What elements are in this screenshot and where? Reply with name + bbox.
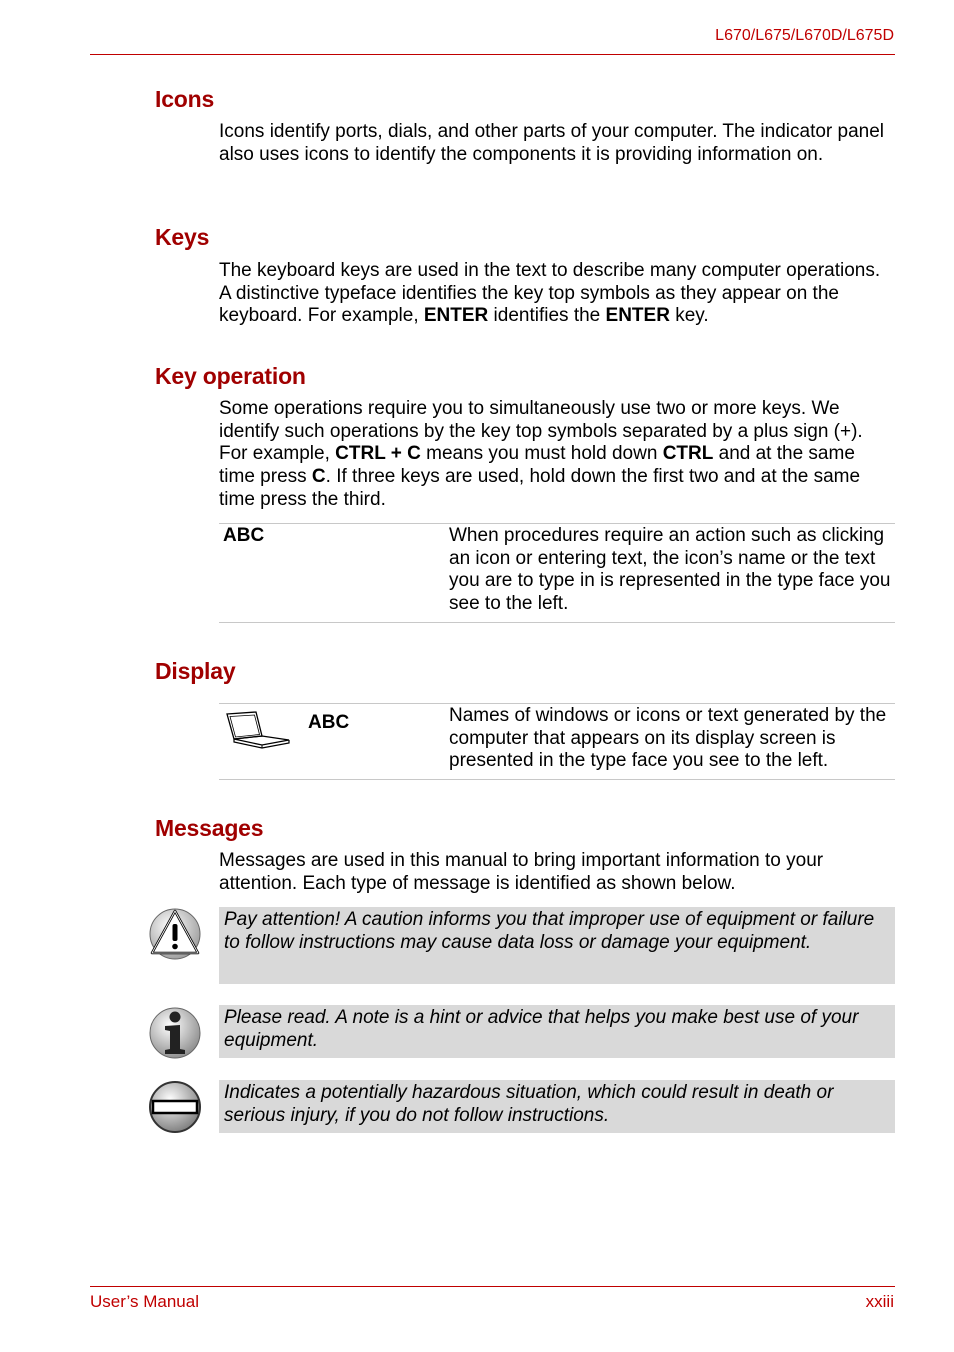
keys-paragraph: The keyboard keys are used in the text to describe many computer operations. A distinctive typeface identifies the key top symbols as they appear on the keyboard. For example, ENTER identifies the ENTER key. bbox=[219, 260, 881, 327]
display-table-description: Names of windows or icons or text generated by the computer that appears on its display screen is presented in the type face you see to the left. bbox=[449, 705, 887, 772]
key-enter-2: ENTER bbox=[605, 305, 670, 327]
icons-paragraph: Icons identify ports, dials, and other parts of your computer. The indicator panel also uses icons to identify the components it is providing information on. bbox=[219, 121, 885, 165]
key-enter-1: ENTER bbox=[423, 305, 489, 327]
key-combo: CTRL + C bbox=[335, 443, 421, 465]
laptop-icon bbox=[224, 709, 292, 756]
info-icon bbox=[148, 1006, 202, 1065]
messages-paragraph: Messages are used in this manual to bring important information to your attention. Each type of message is identified as shown below. bbox=[219, 850, 824, 894]
note-message-box bbox=[219, 1005, 895, 1058]
key-press: C bbox=[311, 466, 326, 488]
key-op-table-top-rule bbox=[219, 523, 895, 524]
header-model-title: L670/L675/L670D/L675D bbox=[715, 27, 894, 44]
warning-bar-icon bbox=[148, 1080, 202, 1139]
caution-triangle-icon bbox=[148, 907, 202, 966]
heading-display: Display bbox=[155, 658, 236, 684]
header-rule bbox=[90, 54, 895, 55]
heading-keys: Keys bbox=[155, 224, 210, 250]
display-table-bottom-rule bbox=[219, 779, 895, 780]
key-operation-paragraph: Some operations require you to simultaneously use two or more keys. We identify such operations by the key top symbols separated by a plus sign (+). For example, CTRL + C means you must hold down CTRL and at the same time press C. If three keys are used, hold down the first two and at the same time press the third. bbox=[219, 398, 863, 510]
key-op-table-bottom-rule bbox=[219, 622, 895, 623]
key-op-table-description: When procedures require an action such as clicking an icon or entering text, the icon’s name or the text you are to type in is represented in the type face you see to the left. bbox=[449, 525, 891, 615]
warning-message-text: Indicates a potentially hazardous situation, which could result in death or serious injury, if you do not follow instructions. bbox=[224, 1082, 834, 1126]
heading-key-operation: Key operation bbox=[155, 363, 306, 389]
caution-message-box bbox=[219, 907, 895, 984]
display-table-key: ABC bbox=[308, 712, 350, 733]
footer-manual-title: User’s Manual bbox=[90, 1292, 199, 1311]
footer-rule bbox=[90, 1286, 895, 1287]
caution-message-text: Pay attention! A caution informs you that improper use of equipment or failure to follow instructions may cause data loss or damage your equipment. bbox=[224, 909, 875, 953]
footer-page-number: xxiii bbox=[865, 1292, 894, 1311]
heading-icons: Icons bbox=[155, 86, 215, 112]
note-message-text: Please read. A note is a hint or advice that helps you make best use of your equipment. bbox=[224, 1007, 859, 1051]
warning-message-box bbox=[219, 1080, 895, 1133]
heading-messages: Messages bbox=[155, 815, 264, 841]
key-hold: CTRL bbox=[662, 443, 714, 465]
key-op-table-key: ABC bbox=[223, 525, 265, 546]
display-table-top-rule bbox=[219, 703, 895, 704]
